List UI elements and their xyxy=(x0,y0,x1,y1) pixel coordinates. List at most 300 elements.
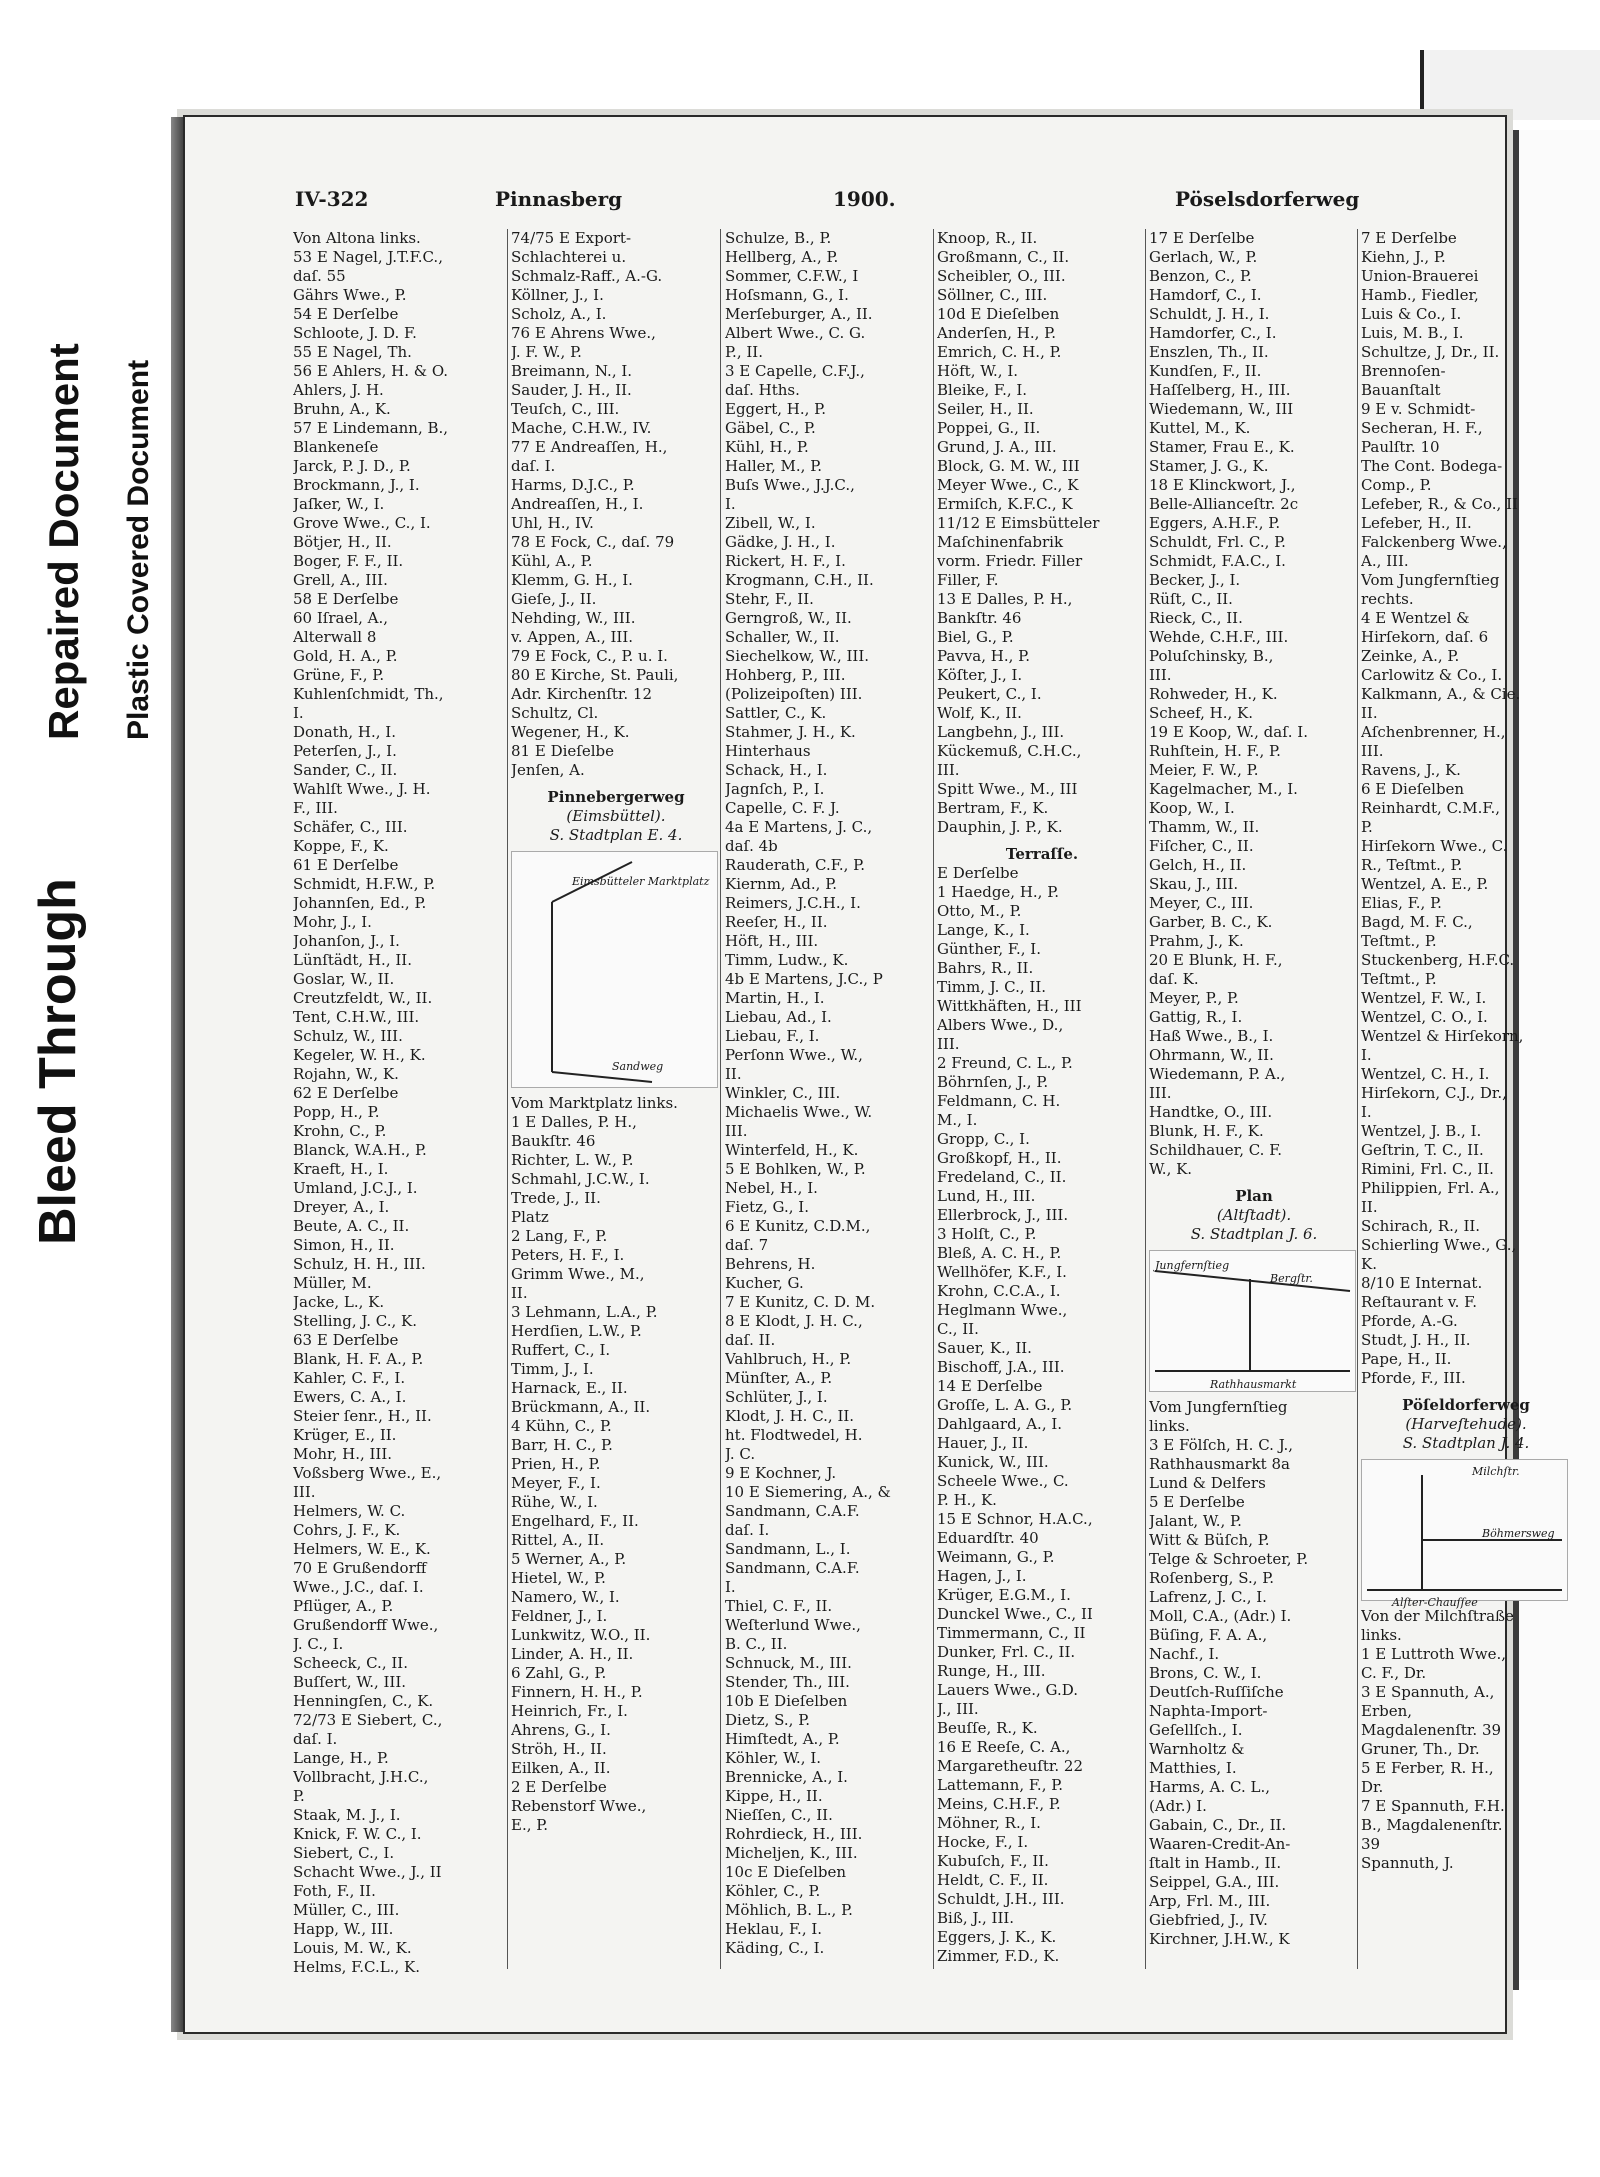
directory-column-2 xyxy=(511,229,721,1835)
directory-entry: Büſing, F. A. A., xyxy=(1149,1626,1268,1644)
directory-entry: daſ. K. xyxy=(1149,970,1199,988)
directory-entry: Margaretheuſtr. 22 xyxy=(937,1757,1084,1775)
directory-entry: Zeinke, A., P. xyxy=(1361,647,1460,665)
directory-entry: Staak, M. J., I. xyxy=(293,1806,401,1824)
directory-entry: B. C., II. xyxy=(725,1635,788,1653)
directory-entry: Reinhardt, C.M.F., xyxy=(1361,799,1501,817)
directory-entry: Wellhöfer, K.F., I. xyxy=(937,1263,1067,1281)
directory-entry: Schultz, Cl. xyxy=(511,704,599,722)
directory-entry: Richter, L. W., P. xyxy=(511,1151,634,1169)
directory-entry: 80 E Kirche, St. Pauli, xyxy=(511,666,679,684)
directory-entry: J. C., I. xyxy=(293,1635,344,1653)
directory-entry: Biel, G., P. xyxy=(937,628,1014,646)
directory-entry: J. F. W., P. xyxy=(511,343,582,361)
directory-entry: Biß, J., III. xyxy=(937,1909,1015,1927)
directory-entry: Pavva, H., P. xyxy=(937,647,1030,665)
directory-entry: Scheeck, C., II. xyxy=(293,1654,408,1672)
directory-entry: R., Teſtmt., P. xyxy=(1361,856,1463,874)
directory-entry: Nehding, W., III. xyxy=(511,609,636,627)
directory-entry: Hinterhaus xyxy=(725,742,811,760)
street-district: (Harveſtehude). xyxy=(1405,1415,1527,1433)
directory-entry: Philippien, Frl. A., xyxy=(1361,1179,1500,1197)
directory-entry: Kundſen, F., II. xyxy=(1149,362,1262,380)
directory-entry: Meyer Wwe., C., K xyxy=(937,476,1079,494)
directory-entry: Teſtmt., P. xyxy=(1361,932,1437,950)
directory-entry: Kuttel, M., K. xyxy=(1149,419,1251,437)
directory-entry: Kühl, H., P. xyxy=(725,438,809,456)
directory-entry: 10 E Siemering, A., & xyxy=(725,1483,891,1501)
directory-entry: Jarck, P. J. D., P. xyxy=(293,457,411,475)
directory-entry: Kückemuß, C.H.C., xyxy=(937,742,1082,760)
directory-entry: Gerlach, W., P. xyxy=(1149,248,1258,266)
directory-entry: Stelling, J. C., K. xyxy=(293,1312,417,1330)
directory-entry: Erben, xyxy=(1361,1702,1413,1720)
directory-entry: Helmers, W. C. xyxy=(293,1502,406,1520)
directory-entry: Magdalenenſtr. 39 xyxy=(1361,1721,1502,1739)
directory-entry: P. xyxy=(1361,818,1373,836)
year-heading: 1900. xyxy=(833,187,896,211)
street-district: (Altſtadt). xyxy=(1216,1206,1292,1224)
directory-entry: Rohweder, H., K. xyxy=(1149,685,1278,703)
directory-entry: Block, G. M. W., III xyxy=(937,457,1080,475)
directory-entry: Dr. xyxy=(1361,1778,1384,1796)
directory-entry: Hocke, F., I. xyxy=(937,1833,1029,1851)
directory-entry: Helms, F.C.L., K. xyxy=(293,1958,421,1976)
page-number: IV-322 xyxy=(295,187,369,211)
directory-entry: Reſtaurant v. F. xyxy=(1361,1293,1477,1311)
directory-entry: Fredeland, C., II. xyxy=(937,1168,1067,1186)
directory-entry: Sandmann, C.A.F. xyxy=(725,1502,860,1520)
directory-entry: Seiler, H., II. xyxy=(937,400,1034,418)
directory-entry: Siechelkow, W., III. xyxy=(725,647,870,665)
directory-entry: Foth, F., II. xyxy=(293,1882,376,1900)
directory-entry: Union-Brauerei xyxy=(1361,267,1479,285)
directory-entry: Rauderath, C.F., P. xyxy=(725,856,865,874)
directory-entry: 58 E Derſelbe xyxy=(293,590,399,608)
directory-entry: Winterfeld, H., K. xyxy=(725,1141,859,1159)
directory-entry: Ruffert, C., I. xyxy=(511,1341,611,1359)
directory-entry: Kühl, A., P. xyxy=(511,552,593,570)
directory-entry: Secheran, H. F., xyxy=(1361,419,1483,437)
directory-entry: Möhlich, B. L., P. xyxy=(725,1901,853,1919)
directory-entry: Blanck, W.A.H., P. xyxy=(293,1141,427,1159)
directory-entry: Heglmann Wwe., xyxy=(937,1301,1068,1319)
directory-entry: Mache, C.H.W., IV. xyxy=(511,419,652,437)
directory-entry: 9 E v. Schmidt- xyxy=(1361,400,1476,418)
directory-entry: III. xyxy=(937,1035,960,1053)
directory-entry: 81 E Dieſelbe xyxy=(511,742,614,760)
directory-entry: Knoop, R., II. xyxy=(937,229,1038,247)
directory-entry: 13 E Dalles, P. H., xyxy=(937,590,1073,608)
directory-entry: 74/75 E Export- xyxy=(511,229,632,247)
directory-entry: Heinrich, Fr., I. xyxy=(511,1702,628,1720)
directory-entry: Rieck, C., II. xyxy=(1149,609,1243,627)
directory-entry: Lefeber, R., & Co., II xyxy=(1361,495,1518,513)
directory-entry: Vom Jungfernſtieg xyxy=(1361,571,1500,589)
directory-entry: Namero, W., I. xyxy=(511,1588,620,1606)
directory-entry: J. C. xyxy=(725,1445,756,1463)
directory-entry: Wentzel, J. B., I. xyxy=(1361,1122,1482,1140)
directory-column-5 xyxy=(1149,229,1359,1949)
directory-entry: II. xyxy=(1361,704,1378,722)
directory-entry: Haß Wwe., B., I. xyxy=(1149,1027,1274,1045)
directory-entry: I. xyxy=(1361,1046,1372,1064)
directory-entry: Köllner, J., I. xyxy=(511,286,604,304)
street-section-title: Plan xyxy=(1235,1187,1273,1205)
directory-entry: Gelch, H., II. xyxy=(1149,856,1247,874)
directory-entry: Kagelmacher, M., I. xyxy=(1149,780,1298,798)
directory-entry: Fiſcher, C., II. xyxy=(1149,837,1254,855)
directory-entry: Albers Wwe., D., xyxy=(937,1016,1064,1034)
directory-entry: Platz xyxy=(511,1208,549,1226)
directory-entry: Voßsberg Wwe., E., xyxy=(293,1464,442,1482)
directory-entry: J., III. xyxy=(937,1700,979,1718)
column-divider xyxy=(507,229,508,1969)
directory-entry: Hoſsmann, G., I. xyxy=(725,286,849,304)
directory-entry: Grußendorff Wwe., xyxy=(293,1616,439,1634)
directory-entry: Schuldt, J.H., III. xyxy=(937,1890,1065,1908)
directory-entry: Stamer, J. G., K. xyxy=(1149,457,1269,475)
directory-entry: Schlachterei u. xyxy=(511,248,627,266)
directory-entry: 20 E Blunk, H. F., xyxy=(1149,951,1283,969)
directory-entry: Sattler, C., K. xyxy=(725,704,827,722)
directory-entry: ſtalt in Hamb., II. xyxy=(1149,1854,1282,1872)
directory-entry: Anderſen, H., P. xyxy=(937,324,1056,342)
plastic-covered-label: Plastic Covered Document xyxy=(122,359,155,740)
directory-entry: Hietel, W., P. xyxy=(511,1569,606,1587)
directory-entry: Ruhſtein, H. F., P. xyxy=(1149,742,1281,760)
directory-entry: Eilken, A., II. xyxy=(511,1759,611,1777)
directory-entry: Höft, H., III. xyxy=(725,932,819,950)
directory-entry: Sandmann, C.A.F. xyxy=(725,1559,860,1577)
directory-entry: Ströh, H., II. xyxy=(511,1740,607,1758)
directory-entry: E., P. xyxy=(511,1816,549,1834)
directory-entry: Runge, H., III. xyxy=(937,1662,1046,1680)
directory-entry: Stahmer, J. H., K. xyxy=(725,723,856,741)
directory-entry: Söllner, C., III. xyxy=(937,286,1048,304)
directory-entry: C., II. xyxy=(937,1320,979,1338)
directory-entry: 11/12 E Eimsbütteler xyxy=(937,514,1100,532)
directory-entry: Beute, A. C., II. xyxy=(293,1217,410,1235)
directory-entry: Bötjer, H., II. xyxy=(293,533,392,551)
directory-entry: Sauder, J. H., II. xyxy=(511,381,632,399)
directory-entry: Telge & Schroeter, P. xyxy=(1149,1550,1309,1568)
directory-entry: Harnack, E., II. xyxy=(511,1379,628,1397)
directory-entry: Waaren-Credit-An- xyxy=(1149,1835,1291,1853)
directory-column-6 xyxy=(1361,229,1571,1873)
directory-entry: Engelhard, F., II. xyxy=(511,1512,639,1530)
directory-entry: Paulſtr. 10 xyxy=(1361,438,1440,456)
directory-entry: Breimann, N., I. xyxy=(511,362,633,380)
directory-entry: Schmidt, F.A.C., I. xyxy=(1149,552,1286,570)
stadtplan-reference: S. Stadtplan E. 4. xyxy=(549,826,683,844)
directory-entry: Grüne, F., P. xyxy=(293,666,385,684)
directory-entry: Harms, D.J.C., P. xyxy=(511,476,635,494)
directory-entry: Stamer, Frau E., K. xyxy=(1149,438,1295,456)
directory-entry: Weſterlund Wwe., xyxy=(725,1616,861,1634)
directory-entry: Popp, H., P. xyxy=(293,1103,380,1121)
directory-entry: Thamm, W., II. xyxy=(1149,818,1260,836)
directory-entry: P., II. xyxy=(725,343,763,361)
directory-entry: Hohberg, P., III. xyxy=(725,666,846,684)
directory-entry: 15 E Schnor, H.A.C., xyxy=(937,1510,1093,1528)
directory-entry: Von der Milchſtraße xyxy=(1361,1607,1514,1625)
directory-entry: Bagd, M. F. C., xyxy=(1361,913,1473,931)
directory-entry: 7 E Kunitz, C. D. M. xyxy=(725,1293,876,1311)
directory-entry: Langbehn, J., III. xyxy=(937,723,1065,741)
directory-entry: Falckenberg Wwe., xyxy=(1361,533,1507,551)
directory-entry: Henningſen, C., K. xyxy=(293,1692,434,1710)
directory-entry: Eggert, H., P. xyxy=(725,400,826,418)
directory-entry: Kunick, W., III. xyxy=(937,1453,1049,1471)
directory-entry: 6 Zahl, G., P. xyxy=(511,1664,607,1682)
directory-entry: Filler, F. xyxy=(937,571,999,589)
directory-entry: Roſenberg, S., P. xyxy=(1149,1569,1275,1587)
map-street-label: Rathhausmarkt xyxy=(1210,1378,1297,1391)
directory-entry: Schildhauer, C. F. xyxy=(1149,1141,1283,1159)
directory-entry: Schulze, B., P. xyxy=(725,229,832,247)
directory-entry: Wittkhäften, H., III xyxy=(937,997,1082,1015)
directory-entry: Scheef, H., K. xyxy=(1149,704,1254,722)
directory-entry: 3 Lehmann, L.A., P. xyxy=(511,1303,658,1321)
directory-entry: Peterſen, J., I. xyxy=(293,742,397,760)
directory-entry: Liebau, F., I. xyxy=(725,1027,820,1045)
directory-column-1 xyxy=(293,229,503,1977)
directory-entry: Steier ſenr., H., II. xyxy=(293,1407,432,1425)
directory-entry: Meyer, C., III. xyxy=(1149,894,1254,912)
directory-entry: Wentzel & Hirſekorn, xyxy=(1361,1027,1524,1045)
directory-entry: Helmers, W. E., K. xyxy=(293,1540,431,1558)
directory-entry: Kippe, H., II. xyxy=(725,1787,823,1805)
directory-entry: Bruhn, A., K. xyxy=(293,400,391,418)
directory-entry: Merſeburger, A., II. xyxy=(725,305,873,323)
directory-entry: Gerngroß, W., II. xyxy=(725,609,852,627)
directory-entry: Scheibler, O., III. xyxy=(937,267,1066,285)
directory-entry: Liebau, Ad., I. xyxy=(725,1008,832,1026)
directory-entry: III. xyxy=(1149,666,1172,684)
directory-entry: Creutzfeldt, W., II. xyxy=(293,989,433,1007)
directory-entry: Stehr, F., II. xyxy=(725,590,814,608)
directory-entry: Schulz, H. H., III. xyxy=(293,1255,426,1273)
directory-entry: Hirſekorn, daſ. 6 xyxy=(1361,628,1489,646)
directory-entry: Goslar, W., II. xyxy=(293,970,395,988)
directory-entry: 4 E Wentzel & xyxy=(1361,609,1470,627)
directory-entry: Meins, C.H.F., P. xyxy=(937,1795,1061,1813)
directory-entry: Adr. Kirchenſtr. 12 xyxy=(511,685,652,703)
directory-entry: Großkopf, H., II. xyxy=(937,1149,1062,1167)
directory-entry: Kirchner, J.H.W., K xyxy=(1149,1930,1290,1948)
directory-entry: 2 Lang, F., P. xyxy=(511,1227,608,1245)
directory-entry: Emrich, C. H., P. xyxy=(937,343,1062,361)
directory-entry: Mohr, J., I. xyxy=(293,913,372,931)
directory-entry: 1 Haedge, H., P. xyxy=(937,883,1060,901)
directory-entry: Micheljen, K., III. xyxy=(725,1844,858,1862)
directory-entry: Schaller, W., II. xyxy=(725,628,840,646)
directory-entry: Poppei, G., II. xyxy=(937,419,1041,437)
directory-entry: 10b E Dieſelben xyxy=(725,1692,848,1710)
directory-entry: Brons, C. W., I. xyxy=(1149,1664,1262,1682)
directory-entry: Jagnſch, P., I. xyxy=(725,780,825,798)
directory-entry: Wentzel, C. O., I. xyxy=(1361,1008,1488,1026)
directory-entry: Peters, H. F., I. xyxy=(511,1246,625,1264)
directory-entry: daſ. II. xyxy=(725,1331,776,1349)
directory-entry: Vom Jungfernſtieg xyxy=(1149,1398,1288,1416)
directory-entry: Böhrnſen, J., P. xyxy=(937,1073,1049,1091)
directory-entry: Perſonn Wwe., W., xyxy=(725,1046,863,1064)
directory-entry: 72/73 E Siebert, C., xyxy=(293,1711,443,1729)
directory-entry: Zimmer, F.D., K. xyxy=(937,1947,1060,1965)
directory-entry: Spitt Wwe., M., III xyxy=(937,780,1078,798)
directory-entry: Bleike, F., I. xyxy=(937,381,1028,399)
directory-entry: Lefeber, H., II. xyxy=(1361,514,1472,532)
directory-entry: Kuhlenſchmidt, Th., xyxy=(293,685,444,703)
directory-entry: Sauer, K., II. xyxy=(937,1339,1032,1357)
directory-entry: 17 E Derſelbe xyxy=(1149,229,1255,247)
directory-entry: Schnuck, M., III. xyxy=(725,1654,852,1672)
map-street-label: Milchſtr. xyxy=(1472,1465,1520,1478)
directory-entry: Blunk, H. F., K. xyxy=(1149,1122,1264,1140)
directory-entry: Deutſch-Ruſſiſche xyxy=(1149,1683,1284,1701)
directory-entry: Wolf, K., II. xyxy=(937,704,1022,722)
directory-entry: Teſtmt., P. xyxy=(1361,970,1437,988)
street-district: (Eimsbüttel). xyxy=(566,807,666,825)
directory-entry: Timm, J. C., II. xyxy=(937,978,1047,996)
directory-entry: Bahrs, R., II. xyxy=(937,959,1034,977)
directory-entry: v. Appen, A., III. xyxy=(511,628,634,646)
directory-entry: Stender, Th., III. xyxy=(725,1673,850,1691)
directory-entry: Jaſker, W., I. xyxy=(293,495,385,513)
directory-entry: Winkler, C., III. xyxy=(725,1084,841,1102)
directory-entry: Rebenstorf Wwe., xyxy=(511,1797,647,1815)
directory-entry: 10c E Dieſelben xyxy=(725,1863,847,1881)
directory-entry: Groſſe, L. A. G., P. xyxy=(937,1396,1073,1414)
repaired-document-label: Repaired Document xyxy=(40,343,87,740)
directory-entry: Trede, J., II. xyxy=(511,1189,601,1207)
map-street-label: Sandweg xyxy=(612,1060,664,1073)
directory-entry: Dahlgaard, A., I. xyxy=(937,1415,1063,1433)
directory-entry: Kalkmann, A., & Cie. xyxy=(1361,685,1521,703)
directory-entry: 55 E Nagel, Th. xyxy=(293,343,412,361)
directory-entry: Schierling Wwe., G., xyxy=(1361,1236,1517,1254)
directory-entry: daſ. 4b xyxy=(725,837,778,855)
directory-entry: 61 E Derſelbe xyxy=(293,856,399,874)
map-street-label: Eimsbütteler Marktplatz xyxy=(572,875,710,888)
directory-entry: Timmermann, C., II xyxy=(937,1624,1086,1642)
directory-entry: Feldmann, C. H. xyxy=(937,1092,1061,1110)
directory-entry: Schack, H., I. xyxy=(725,761,828,779)
directory-entry: Wentzel, F. W., I. xyxy=(1361,989,1487,1007)
directory-entry: 8/10 E Internat. xyxy=(1361,1274,1483,1292)
directory-entry: Michaelis Wwe., W. xyxy=(725,1103,873,1121)
directory-entry: B., Magdalenenſtr. xyxy=(1361,1816,1503,1834)
directory-entry: Maſchinenfabrik xyxy=(937,533,1064,551)
directory-entry: Kiernm, Ad., P. xyxy=(725,875,838,893)
directory-entry: 16 E Reeſe, C. A., xyxy=(937,1738,1071,1756)
directory-entry: Grove Wwe., C., I. xyxy=(293,514,431,532)
binding-top-strip xyxy=(1420,50,1600,120)
directory-entry: Krüger, E.G.M., I. xyxy=(937,1586,1071,1604)
directory-entry: 56 E Ahlers, H. & O. xyxy=(293,362,449,380)
directory-entry: Rüſt, C., II. xyxy=(1149,590,1233,608)
directory-entry: Uhl, H., IV. xyxy=(511,514,594,532)
directory-column-3 xyxy=(725,229,935,1958)
directory-entry: Dunker, Frl. C., II. xyxy=(937,1643,1076,1661)
directory-entry: Blank, H. F. A., P. xyxy=(293,1350,424,1368)
directory-entry: Happ, W., III. xyxy=(293,1920,394,1938)
directory-entry: Mohr, H., III. xyxy=(293,1445,393,1463)
directory-entry: Pape, H., II. xyxy=(1361,1350,1452,1368)
directory-entry: Himſtedt, A., P. xyxy=(725,1730,840,1748)
directory-entry: 77 E Andreaſſen, H., xyxy=(511,438,668,456)
directory-entry: Linder, A. H., II. xyxy=(511,1645,634,1663)
directory-entry: Schirach, R., II. xyxy=(1361,1217,1481,1235)
directory-entry: Geſtrin, T. C., II. xyxy=(1361,1141,1484,1159)
directory-entry: Pflüger, A., P. xyxy=(293,1597,394,1615)
directory-entry: 4a E Martens, J. C., xyxy=(725,818,873,836)
directory-entry: 2 Freund, C. L., P. xyxy=(937,1054,1073,1072)
directory-entry: Prahm, J., K. xyxy=(1149,932,1244,950)
directory-entry: Albert Wwe., C. G. xyxy=(725,324,866,342)
directory-entry: Lund & Delfers xyxy=(1149,1474,1266,1492)
directory-entry: Kiehn, J., P. xyxy=(1361,248,1446,266)
directory-entry: Blankeneſe xyxy=(293,438,379,456)
directory-entry: Schmalz-Raff., A.-G. xyxy=(511,267,663,285)
bleed-through-label: Bleed Through xyxy=(29,878,87,1245)
directory-entry: Bertram, F., K. xyxy=(937,799,1049,817)
directory-entry: daſ. Hths. xyxy=(725,381,800,399)
directory-entry: Grimm Wwe., M., xyxy=(511,1265,645,1283)
directory-entry: Hagen, J., I. xyxy=(937,1567,1027,1585)
directory-entry: Weimann, G., P. xyxy=(937,1548,1055,1566)
directory-entry: Johanſon, J., I. xyxy=(293,932,400,950)
directory-entry: Vom Marktplatz links. xyxy=(511,1094,678,1112)
directory-entry: Simon, H., II. xyxy=(293,1236,395,1254)
directory-entry: Spannuth, J. xyxy=(1361,1854,1454,1872)
directory-entry: Brennicke, A., I. xyxy=(725,1768,848,1786)
directory-entry: Kubuſch, F., II. xyxy=(937,1852,1049,1870)
directory-entry: Bankſtr. 46 xyxy=(937,609,1022,627)
directory-entry: I. xyxy=(293,704,304,722)
directory-entry: Dunckel Wwe., C., II xyxy=(937,1605,1093,1623)
directory-entry: Krüger, E., II. xyxy=(293,1426,397,1444)
directory-entry: Dreyer, A., I. xyxy=(293,1198,390,1216)
directory-entry: Schmahl, J.C.W., I. xyxy=(511,1170,650,1188)
directory-entry: Wahlſt Wwe., J. H. xyxy=(293,780,431,798)
directory-entry: 5 E Derſelbe xyxy=(1149,1493,1245,1511)
directory-entry: III. xyxy=(293,1483,316,1501)
directory-entry: Ermiſch, K.F.C., K xyxy=(937,495,1073,513)
directory-entry: Teuſch, C., III. xyxy=(511,400,620,418)
directory-entry: Meier, F. W., P. xyxy=(1149,761,1259,779)
directory-entry: Bleß, A. C. H., P. xyxy=(937,1244,1062,1262)
directory-entry: 5 Werner, A., P. xyxy=(511,1550,627,1568)
directory-entry: Müller, C., III. xyxy=(293,1901,400,1919)
directory-entry: Ahrens, G., I. xyxy=(511,1721,611,1739)
street-map-sketch xyxy=(1149,1250,1356,1392)
directory-entry: (Adr.) I. xyxy=(1149,1797,1207,1815)
directory-entry: Benzon, C., P. xyxy=(1149,267,1252,285)
directory-entry: daſ. I. xyxy=(511,457,556,475)
directory-entry: Eduardſtr. 40 xyxy=(937,1529,1039,1547)
directory-entry: Rickert, H. F., I. xyxy=(725,552,846,570)
directory-entry: 10d E Dieſelben xyxy=(937,305,1060,323)
directory-entry: Nieſſen, C., II. xyxy=(725,1806,833,1824)
directory-entry: M., I. xyxy=(937,1111,978,1129)
directory-entry: rechts. xyxy=(1361,590,1414,608)
directory-entry: Capelle, C. F. J. xyxy=(725,799,840,817)
directory-entry: Brennoſen- xyxy=(1361,362,1446,380)
directory-entry: Lauers Wwe., G.D. xyxy=(937,1681,1078,1699)
